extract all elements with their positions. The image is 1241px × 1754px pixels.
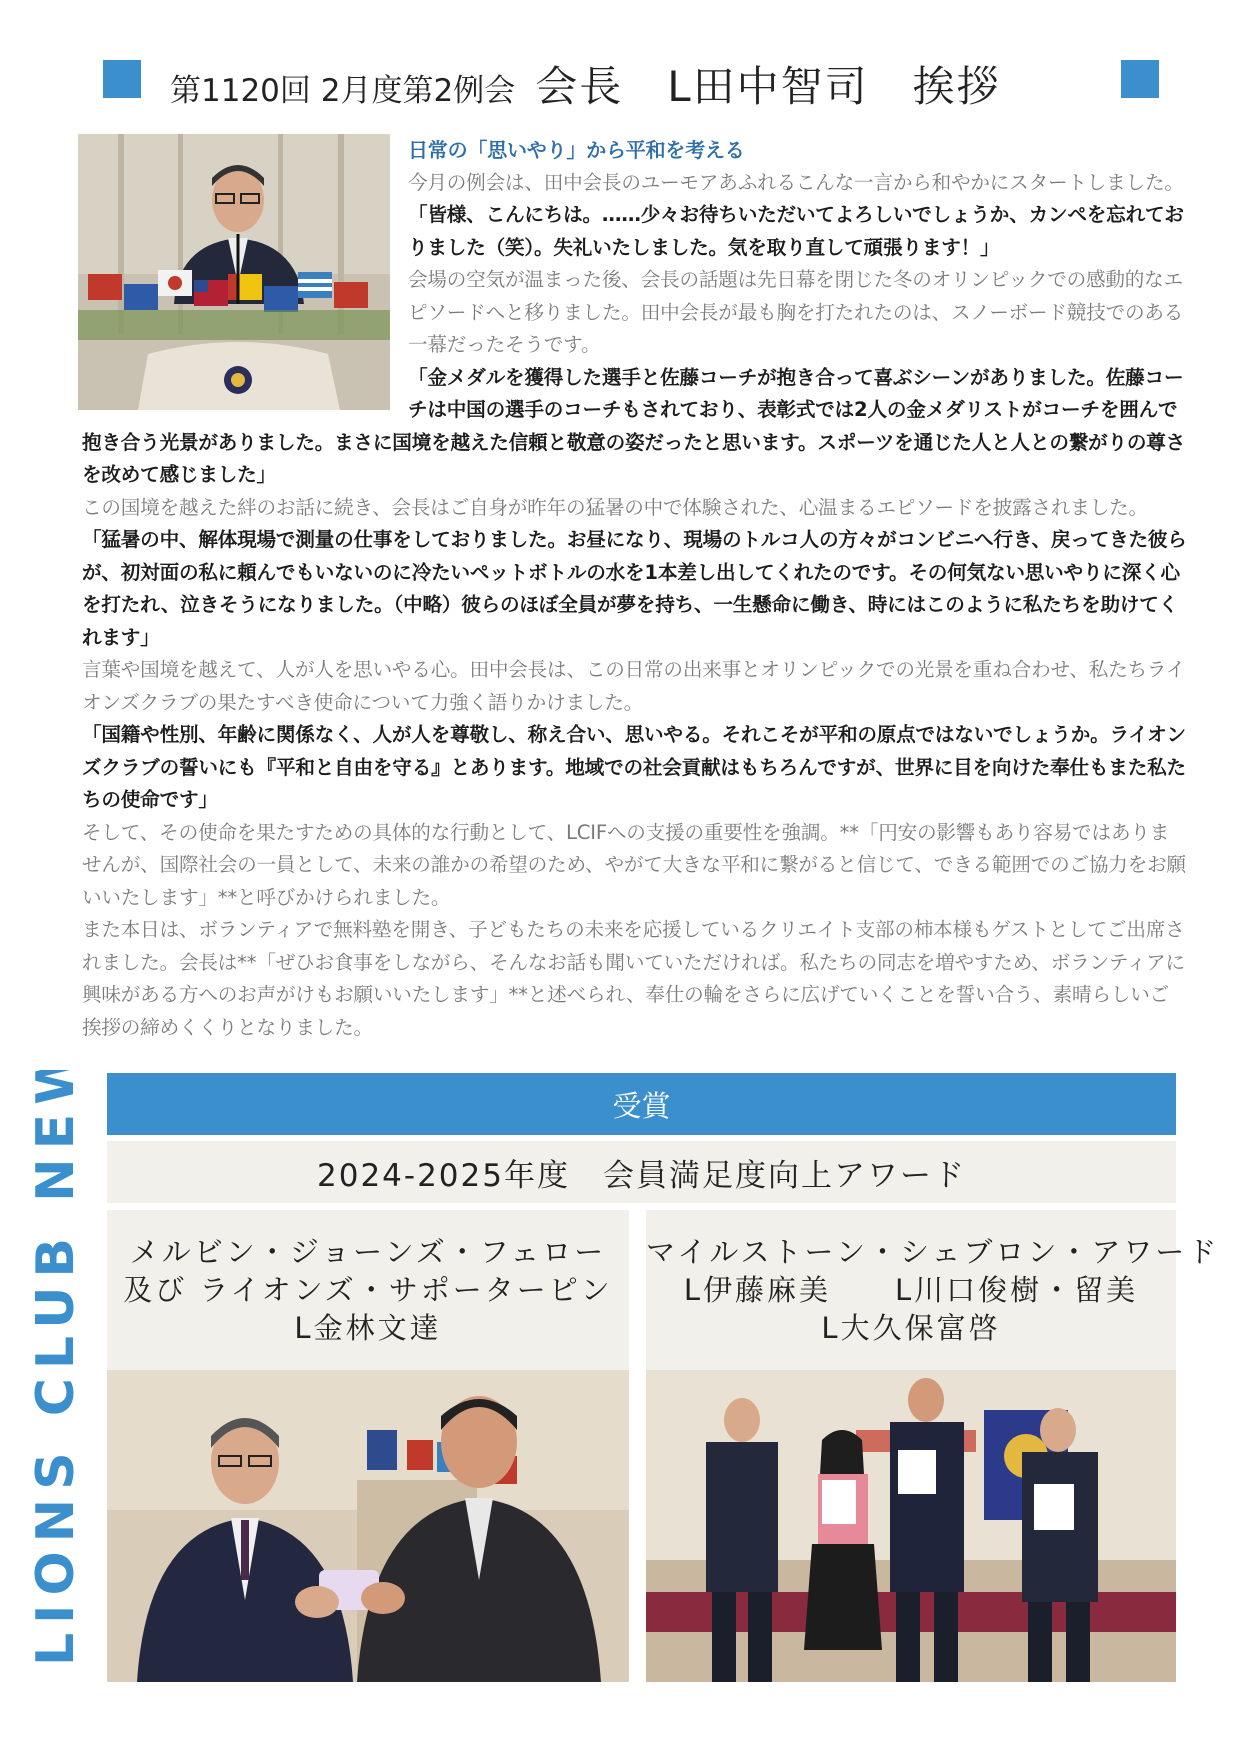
page-title (170, 54, 1070, 110)
award-photo-left (107, 1370, 629, 1682)
side-label-text: LIONS CLUB NEWS (26, 1070, 86, 1666)
award-photo-right (646, 1370, 1176, 1682)
award-box-left (107, 1210, 629, 1370)
article-paragraph: また本日は、ボランティアで無料塾を開き、子どもたちの未来を応援しているクリエイト支部の柿本様もゲストとしてご出席されました。会長は**「ぜひお食事をしながら、そんなお話も聞いていただければ。私たちの同志を増やすため、ボランティアに興味がある方へのお声がけもお願いいたします」**と述べられ、奉仕の輪をさらに広げていくことを誓い合う、素晴らしいご挨拶の締めくくりとなりました。 (82, 918, 1185, 1039)
greeting-article (82, 134, 1188, 1044)
header-square-right (1121, 60, 1159, 98)
article-paragraph: 会場の空気が温まった後、会長の話題は先日幕を閉じた冬のオリンピックでの感動的なエピソードへと移りました。田中会長が最も胸を打たれたのは、スノーボード競技でのある一幕だったそうです。 (408, 268, 1184, 356)
article-quote: 「皆様、こんにちは。……少々お待ちいただいてよろしいでしょうか、カンペを忘れておりました（笑）。失礼いたしました。気を取り直して頑張ります！」 (408, 203, 1184, 259)
award-recipient: L金林文達 (294, 1311, 442, 1345)
article-headline: 日常の「思いやり」から平和を考える (408, 138, 745, 162)
article-paragraph: 言葉や国境を越えて、人が人を思いやる心。田中会長は、この日常の出来事とオリンピックでの光景を重ね合わせ、私たちライオンズクラブの果たすべき使命について力強く語りかけました。 (82, 658, 1186, 714)
article-paragraph: そして、その使命を果たすための具体的な行動として、LCIFへの支援の重要性を強調。**「円安の影響もあり容易ではありませんが、国際社会の一員として、未来の誰かの希望のため、やがて大きな平和に繋がると信じて、できる範囲でのご協力をお願いいたします」**と呼びかけられました。 (82, 820, 1186, 909)
award-recipient: L伊藤麻美 L川口俊樹・留美 (683, 1273, 1139, 1307)
award-name-line: マイルストーン・シェブロン・アワード (646, 1235, 1220, 1269)
speaker-label: 会長 L田中智司 挨拶 (535, 62, 1001, 111)
article-paragraph: この国境を越えた絆のお話に続き、会長はご自身が昨年の猛暑の中で体験された、心温まるエピソードを披露されました。 (82, 495, 1148, 519)
award-name-line: 及び ライオンズ・サポーターピン (123, 1273, 613, 1307)
president-speech-photo (78, 134, 390, 410)
article-quote: 「猛暑の中、解体現場で測量の仕事をしておりました。お昼になり、現場のトルコ人の方々がコンビニへ行き、戻ってきた彼らが、初対面の私に頼んでもいないのに冷たいペットボトルの水を1本差し出してくれたのです。その何気ない思いやりに深く心を打たれ、泣きそうになりました。（中略）彼らのほぼ全員が夢を持ち、一生懸命に働き、時にはこのように私たちを助けてくれます」 (82, 528, 1187, 649)
award-recipient: L大久保富啓 (821, 1311, 1001, 1345)
award-box-right (646, 1210, 1220, 1370)
article-quote: 「国籍や性別、年齢に関係なく、人が人を尊敬し、称え合い、思いやる。それこそが平和の原点ではないでしょうか。ライオンズクラブの誓いにも『平和と自由を守る』とあります。地域での社会貢献はもちろんですが、世界に目を向けた奉仕もまた私たちの使命です」 (82, 723, 1186, 811)
article-paragraph: 今月の例会は、田中会長のユーモアあふれるこんな一言から和やかにスタートしました。 (408, 170, 1184, 194)
article-quote: 「金メダルを獲得した選手と佐藤コーチが抱き合って喜ぶシーンがありました。佐藤コーチは中国の選手のコーチもされており、表彰式では2人の金メダリストがコーチを囲んで抱き合う光景がありました。まさに国境を越えた信頼と敬意の姿だったと思います。スポーツを通じた人と人との繋がりの尊さを改めて感じました」 (82, 365, 1186, 486)
award-name-line: メルビン・ジョーンズ・フェロー (129, 1235, 607, 1269)
awards-section-title: 受賞 (107, 1073, 1176, 1135)
header-square-left (103, 60, 141, 98)
meeting-label: 第1120回 2月度第2例会 (170, 73, 516, 109)
side-label (18, 1070, 88, 1670)
awards-subtitle: 2024-2025年度 会員満足度向上アワード (107, 1141, 1176, 1203)
